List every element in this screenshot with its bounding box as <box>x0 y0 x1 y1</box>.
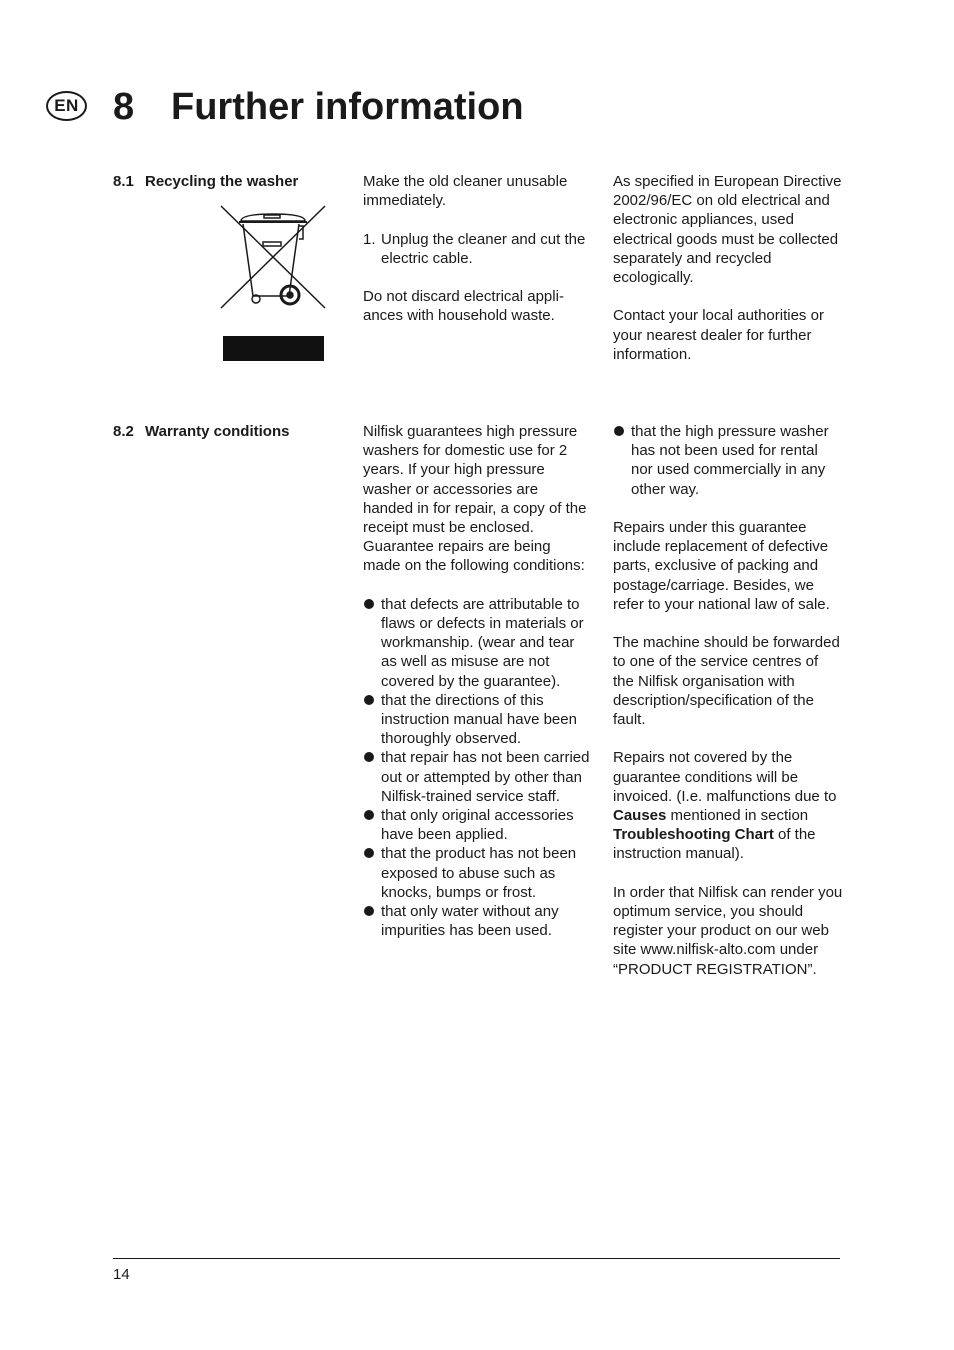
warranty-paragraph: Repairs under this guarantee include replacement of defective parts, exclusive of packing and postage/carriage. Besides, we refer to your national law of sale. <box>613 519 830 613</box>
recycling-paragraph: Make the old cleaner unusable immediately. <box>363 173 568 210</box>
section-title: Warranty conditions <box>145 423 290 440</box>
recycling-column-right <box>613 172 843 364</box>
chapter-title-text: Further information <box>171 86 524 128</box>
list-item: that only original accessories have been applied. <box>363 806 592 844</box>
bullet-icon <box>364 848 374 858</box>
warranty-column-right <box>613 422 843 979</box>
bullet-icon <box>364 752 374 762</box>
recycling-column-middle <box>363 172 588 326</box>
footer-divider <box>113 1258 840 1259</box>
bullet-icon <box>364 906 374 916</box>
warranty-conditions-list <box>363 595 592 941</box>
bullet-icon <box>364 695 374 705</box>
section-title: Recycling the washer <box>145 173 299 190</box>
recycling-paragraph: Do not discard electrical appliances with household waste. <box>363 288 564 325</box>
list-item: that the product has not been exposed to abuse such as knocks, bumps or frost. <box>363 844 592 902</box>
warranty-paragraph: In order that Nilfisk can render you optimum service, you should register your product on our web site www.nilfisk-alto.com under “PRODUCT REGISTRATION”. <box>613 883 843 978</box>
step-number: 1. <box>363 230 376 248</box>
bullet-icon <box>364 810 374 820</box>
chapter-title <box>113 82 524 132</box>
recycling-paragraph: Contact your local authorities or your nearest dealer for further information. <box>613 307 824 363</box>
section-number: 8.2 <box>113 423 134 440</box>
list-item: that defects are attributable to flaws or defects in materials or workmanship. (wear and tear as well as misuse are not covered by the guarantee). <box>363 595 592 691</box>
recycling-paragraph: As specified in European Directive 2002/96/EC on old electrical and electronic appliances, used electrical goods must be collected separately and recycled ecologically. <box>613 173 842 287</box>
warranty-paragraph: The machine should be forwarded to one of the service centres of the Nilfisk organisation with description/specification of the fault. <box>613 634 840 729</box>
warranty-conditions-list-continued <box>613 422 843 499</box>
warranty-paragraph: Repairs not covered by the guarantee conditions will be invoiced. (I.e. malfunctions due to Causes mentioned in section Troubleshooting Chart of the instruction manual). <box>613 749 837 863</box>
bullet-icon <box>614 426 624 436</box>
recycling-step <box>363 230 588 268</box>
warranty-intro: Nilfisk guarantees high pressure washers for domestic use for 2 years. If your high pressure washer or accessories are handed in for repair, a copy of the receipt must be enclosed. Guarantee repairs are being made on the following conditions: <box>363 423 587 575</box>
list-item: that repair has not been carried out or attempted by other than Nilfisk-trained service staff. <box>363 748 592 806</box>
list-item: that the directions of this instruction manual have been thoroughly observed. <box>363 691 592 749</box>
troubleshooting-chart-reference: Troubleshooting Chart <box>613 826 774 844</box>
step-text: Unplug the cleaner and cut the electric cable. <box>381 230 586 267</box>
weee-marking-bar <box>223 336 324 361</box>
list-item: that only water without any impurities has been used. <box>363 902 592 940</box>
causes-reference: Causes <box>613 807 667 825</box>
warranty-column-middle <box>363 422 592 940</box>
language-badge-label: EN <box>54 96 79 115</box>
section-heading-warranty <box>113 422 289 441</box>
list-item: that the high pressure washer has not been used for rental nor used commercially in any other way. <box>613 422 843 499</box>
page-number: 14 <box>113 1266 130 1283</box>
section-number: 8.1 <box>113 173 134 190</box>
crossed-out-wheelie-bin-icon <box>219 204 327 310</box>
bullet-icon <box>364 599 374 609</box>
section-heading-recycling <box>113 172 298 191</box>
chapter-number: 8 <box>113 86 135 128</box>
language-badge <box>46 91 87 121</box>
